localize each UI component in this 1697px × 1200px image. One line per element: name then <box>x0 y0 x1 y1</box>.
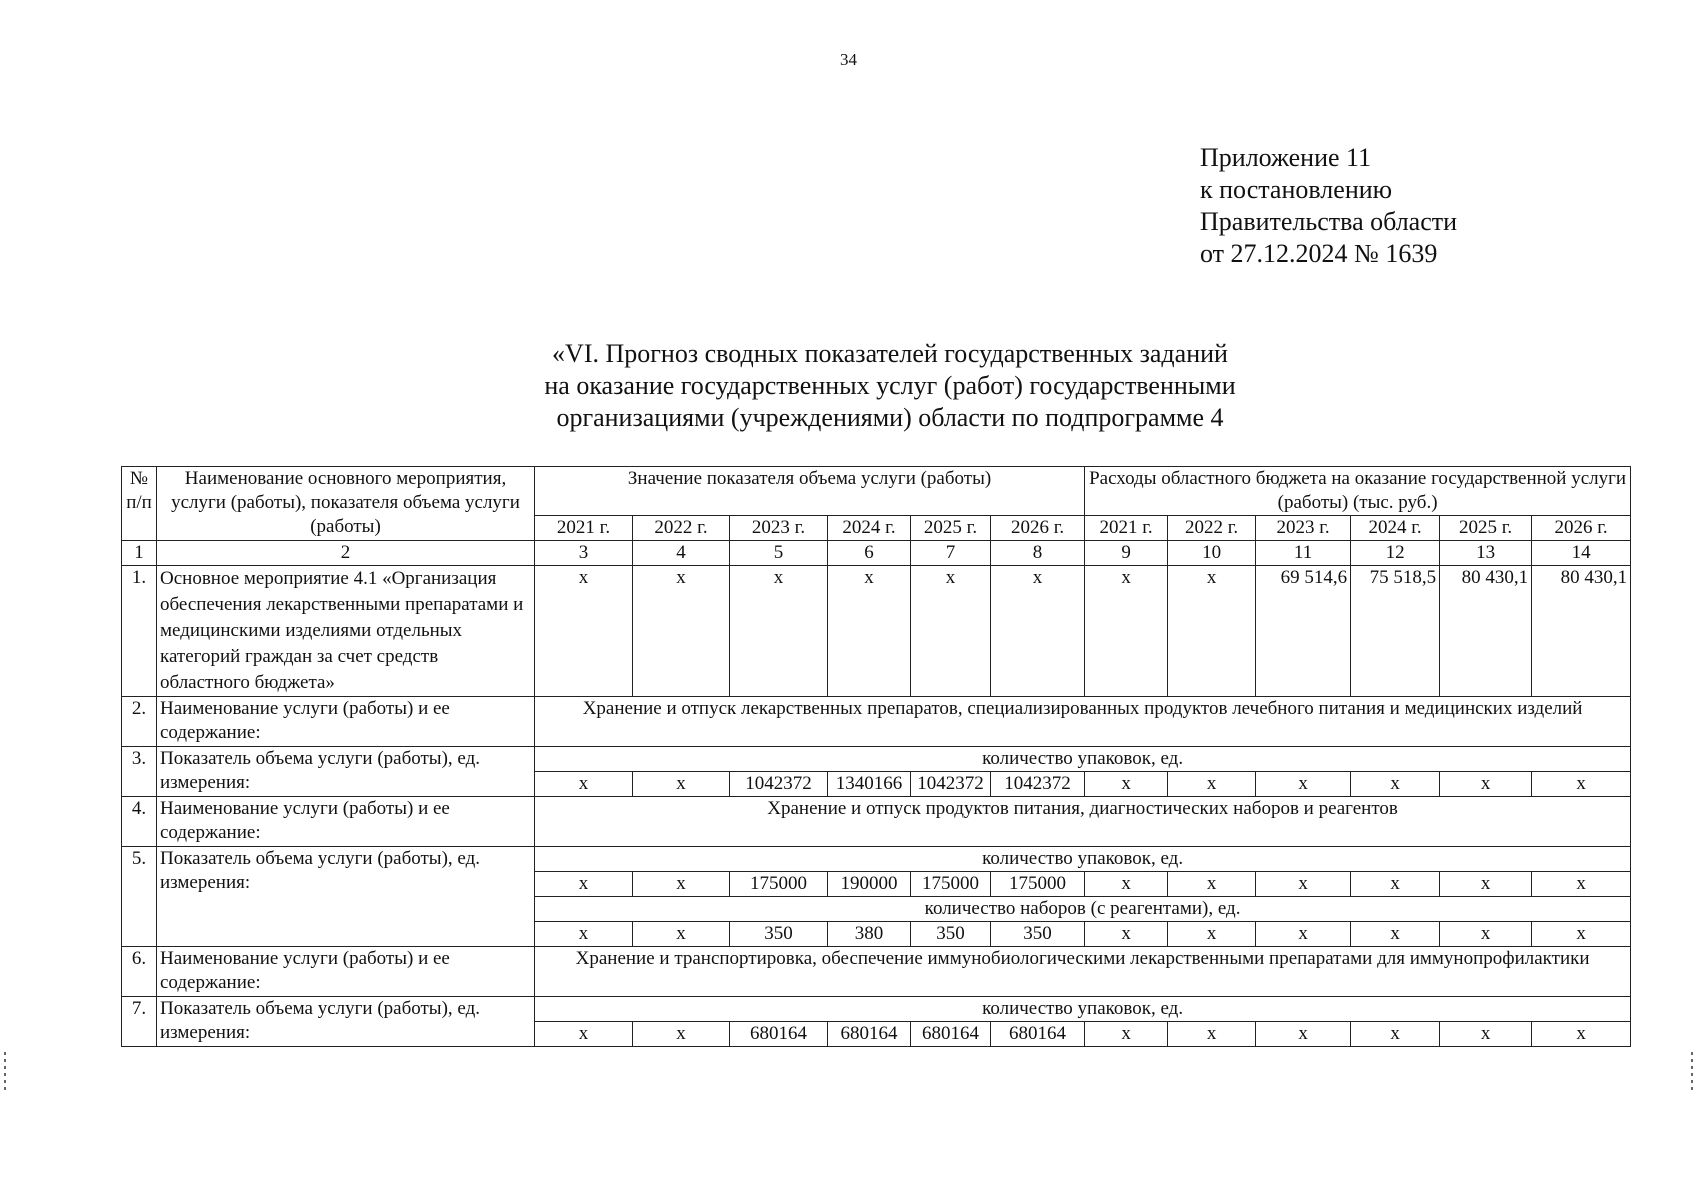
table-cell: x <box>1532 772 1631 797</box>
year-header: 2022 г. <box>1168 516 1256 541</box>
unit-label: количество упаковок, ед. <box>535 997 1631 1022</box>
column-number: 10 <box>1168 541 1256 566</box>
table-cell: 680164 <box>730 1022 828 1047</box>
table-cell: x <box>828 566 911 697</box>
row-number: 7. <box>122 997 157 1047</box>
year-header: 2026 г. <box>991 516 1085 541</box>
table-cell: x <box>535 922 633 947</box>
appendix-line: от 27.12.2024 № 1639 <box>1200 239 1438 268</box>
table-cell: 190000 <box>828 872 911 897</box>
table-cell: 1042372 <box>911 772 991 797</box>
table-cell: x <box>1532 872 1631 897</box>
table-cell: 75 518,5 <box>1351 566 1440 697</box>
column-number: 9 <box>1085 541 1168 566</box>
table-cell: x <box>1351 872 1440 897</box>
table-cell: x <box>911 566 991 697</box>
column-number: 1 <box>122 541 157 566</box>
section-title <box>400 338 1380 434</box>
table-cell: 80 430,1 <box>1532 566 1631 697</box>
column-number: 13 <box>1440 541 1532 566</box>
row-number: 1. <box>122 566 157 697</box>
appendix-line: Приложение 11 <box>1200 143 1372 172</box>
header-num: № п/п <box>122 467 157 541</box>
table-cell: 380 <box>828 922 911 947</box>
year-header: 2024 г. <box>828 516 911 541</box>
year-header: 2025 г. <box>1440 516 1532 541</box>
year-header: 2023 г. <box>730 516 828 541</box>
year-header: 2021 г. <box>535 516 633 541</box>
row-number: 2. <box>122 697 157 747</box>
table-cell: x <box>1168 566 1256 697</box>
row-description: Наименование услуги (работы) и ее содержание: <box>157 947 535 997</box>
column-number: 3 <box>535 541 633 566</box>
table-cell: 350 <box>991 922 1085 947</box>
table-cell: x <box>1440 1022 1532 1047</box>
row-description: Показатель объема услуги (работы), ед. измерения: <box>157 997 535 1047</box>
table-cell: x <box>991 566 1085 697</box>
table-cell: x <box>1532 1022 1631 1047</box>
scan-edge-mark <box>4 1052 6 1090</box>
title-line: на оказание государственных услуг (работ) государственными <box>544 371 1236 400</box>
table-cell: 1042372 <box>991 772 1085 797</box>
row-number: 3. <box>122 747 157 797</box>
table-cell: 175000 <box>730 872 828 897</box>
table-cell: x <box>535 566 633 697</box>
table-cell: x <box>1085 772 1168 797</box>
title-line: «VI. Прогноз сводных показателей государственных заданий <box>552 339 1228 368</box>
appendix-line: к постановлению <box>1200 175 1393 204</box>
table-cell: 1340166 <box>828 772 911 797</box>
unit-label: количество упаковок, ед. <box>535 747 1631 772</box>
table-cell: x <box>633 566 730 697</box>
table-cell: 175000 <box>911 872 991 897</box>
table-cell: x <box>1351 772 1440 797</box>
table-cell: 80 430,1 <box>1440 566 1532 697</box>
appendix-line: Правительства области <box>1200 207 1458 236</box>
row-description: Наименование услуги (работы) и ее содержание: <box>157 797 535 847</box>
column-number: 11 <box>1256 541 1351 566</box>
column-number: 4 <box>633 541 730 566</box>
row-number: 5. <box>122 847 157 947</box>
year-header: 2024 г. <box>1351 516 1440 541</box>
table-cell: x <box>1085 872 1168 897</box>
table-cell: x <box>535 872 633 897</box>
header-value-group: Значение показателя объема услуги (работы) <box>535 467 1085 516</box>
table-cell: 350 <box>911 922 991 947</box>
table-cell: x <box>633 772 730 797</box>
unit-label: количество упаковок, ед. <box>535 847 1631 872</box>
column-number: 5 <box>730 541 828 566</box>
table-cell: x <box>1256 872 1351 897</box>
year-header: 2026 г. <box>1532 516 1631 541</box>
table-cell: x <box>633 1022 730 1047</box>
column-number: 6 <box>828 541 911 566</box>
table-cell: 680164 <box>911 1022 991 1047</box>
table-cell: 680164 <box>828 1022 911 1047</box>
service-content: Хранение и отпуск лекарственных препаратов, специализированных продуктов лечебного питания и медицинских изделий <box>535 697 1631 747</box>
column-number: 8 <box>991 541 1085 566</box>
row-description: Показатель объема услуги (работы), ед. измерения: <box>157 747 535 797</box>
table-cell: x <box>1440 772 1532 797</box>
header-expense-group: Расходы областного бюджета на оказание государственной услуги (работы) (тыс. руб.) <box>1085 467 1631 516</box>
table-cell: x <box>1440 922 1532 947</box>
table-cell: 680164 <box>991 1022 1085 1047</box>
column-number: 7 <box>911 541 991 566</box>
table-cell: x <box>1256 772 1351 797</box>
table-cell: x <box>1256 1022 1351 1047</box>
table-cell: 1042372 <box>730 772 828 797</box>
table-cell: 175000 <box>991 872 1085 897</box>
appendix-block <box>1200 142 1457 270</box>
table-cell: x <box>1532 922 1631 947</box>
year-header: 2025 г. <box>911 516 991 541</box>
year-header: 2022 г. <box>633 516 730 541</box>
table-cell: x <box>633 922 730 947</box>
table-cell: x <box>1440 872 1532 897</box>
page-number: 34 <box>840 50 857 69</box>
table-cell: x <box>730 566 828 697</box>
table-cell: x <box>1168 872 1256 897</box>
table-cell: x <box>1256 922 1351 947</box>
row-number: 4. <box>122 797 157 847</box>
row-description: Основное мероприятие 4.1 «Организация обеспечения лекарственными препаратами и медицинскими изделиями отдельных категорий граждан за счет средств областного бюджета» <box>157 566 535 697</box>
table-cell: x <box>1168 1022 1256 1047</box>
forecast-table <box>121 466 1631 1047</box>
unit-label: количество наборов (с реагентами), ед. <box>535 897 1631 922</box>
row-description: Показатель объема услуги (работы), ед. измерения: <box>157 847 535 947</box>
title-line: организациями (учреждениями) области по подпрограмме 4 <box>556 403 1224 432</box>
column-number: 2 <box>157 541 535 566</box>
row-number: 6. <box>122 947 157 997</box>
table-cell: x <box>1085 566 1168 697</box>
header-name: Наименование основного мероприятия, услуги (работы), показателя объема услуги (работы) <box>157 467 535 541</box>
service-content: Хранение и транспортировка, обеспечение иммунобиологическими лекарственными препаратами для иммунопрофилактики <box>535 947 1631 997</box>
column-number: 14 <box>1532 541 1631 566</box>
table-cell: x <box>1351 1022 1440 1047</box>
year-header: 2021 г. <box>1085 516 1168 541</box>
table-cell: x <box>535 1022 633 1047</box>
table-cell: x <box>1085 1022 1168 1047</box>
table-cell: x <box>535 772 633 797</box>
table-cell: x <box>1351 922 1440 947</box>
table-cell: x <box>1168 772 1256 797</box>
service-content: Хранение и отпуск продуктов питания, диагностических наборов и реагентов <box>535 797 1631 847</box>
table-cell: x <box>633 872 730 897</box>
year-header: 2023 г. <box>1256 516 1351 541</box>
scan-edge-mark <box>1691 1052 1693 1090</box>
table-cell: 350 <box>730 922 828 947</box>
row-description: Наименование услуги (работы) и ее содержание: <box>157 697 535 747</box>
column-number: 12 <box>1351 541 1440 566</box>
table-cell: 69 514,6 <box>1256 566 1351 697</box>
table-cell: x <box>1085 922 1168 947</box>
table-cell: x <box>1168 922 1256 947</box>
